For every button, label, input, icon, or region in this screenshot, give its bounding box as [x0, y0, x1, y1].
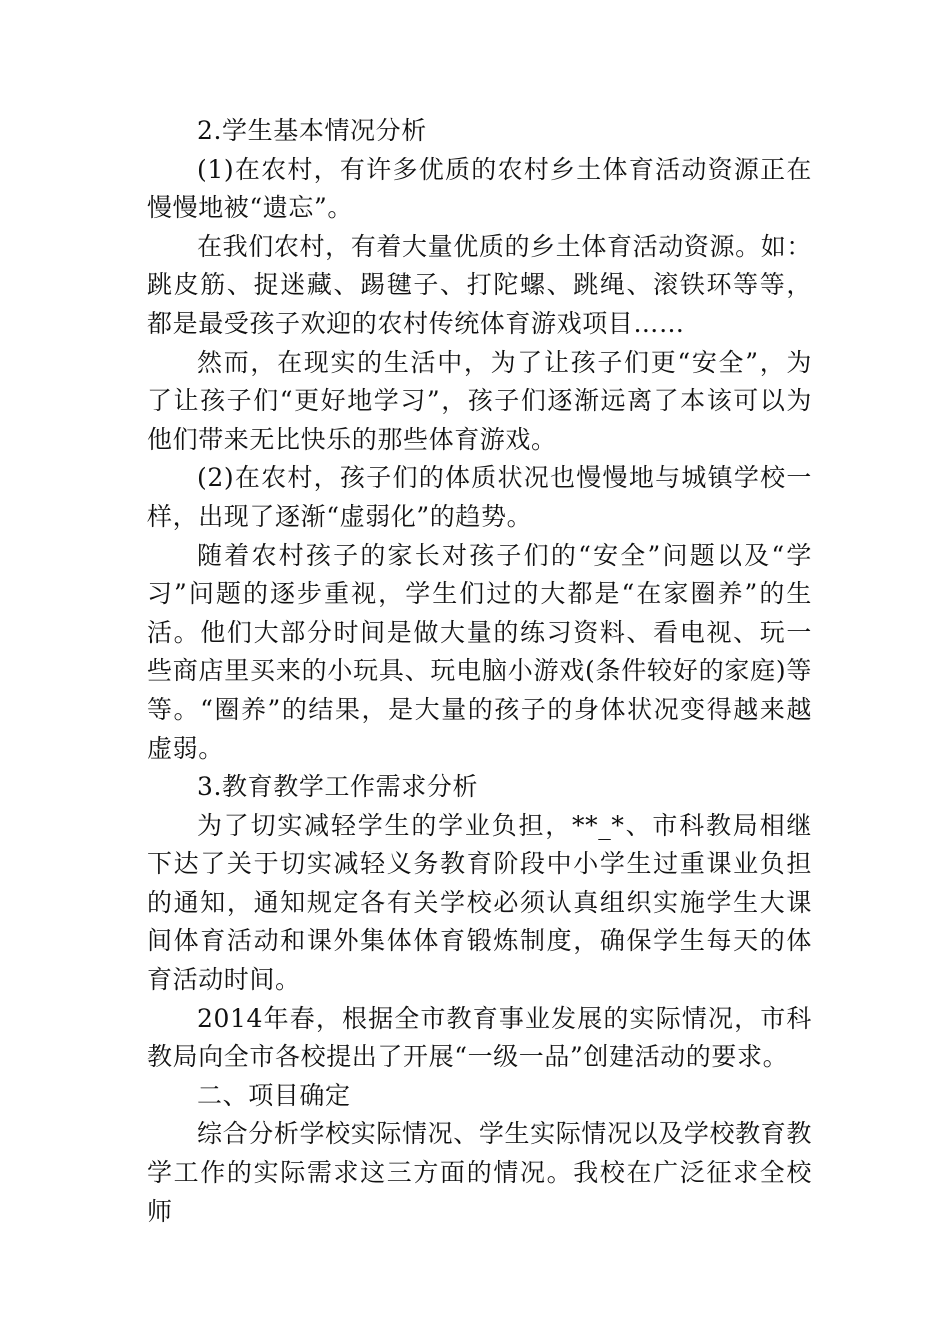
paragraph-reduce-burden: 为了切实减轻学生的学业负担，**_*、市科教局相继下达了关于切实减轻义务教育阶段中小学生过重课业负担的通知，通知规定各有关学校必须认真组织实施学生大课间体育活动和课外集体体育锻炼制度，确保学生每天的体育活动时间。: [147, 810, 812, 995]
paragraph-home-raising: 随着农村孩子的家长对孩子们的“安全”问题以及“学习”问题的逐步重视，学生们过的大都是“在家圈养”的生活。他们大部分时间是做大量的练习资料、看电视、玩一些商店里买来的小玩具、玩电脑小游戏(条件较好的家庭)等等。“圈养”的结果，是大量的孩子的身体状况变得越来越虚弱。: [147, 540, 812, 763]
section-heading-project-determination: 二、项目确定: [197, 1080, 351, 1110]
document-page: [147, 112, 812, 1231]
paragraph-physique-weakening: (2)在农村，孩子们的体质状况也慢慢地与城镇学校一样，出现了逐渐“虚弱化”的趋势。: [147, 463, 812, 531]
paragraph-comprehensive-analysis: 综合分析学校实际情况、学生实际情况以及学校教育教学工作的实际需求这三方面的情况。我校在广泛征求全校师: [147, 1119, 812, 1226]
section-heading-teaching-needs: 3.教育教学工作需求分析: [197, 772, 479, 802]
paragraph-2014-spring: 2014年春，根据全市教育事业发展的实际情况，市科教局向全市各校提出了开展“一级一品”创建活动的要求。: [147, 1003, 812, 1072]
section-heading-student-analysis: 2.学生基本情况分析: [197, 116, 427, 145]
paragraph-rural-games-list: 在我们农村，有着大量优质的乡土体育活动资源。如：跳皮筋、捉迷藏、踢毽子、打陀螺、跳绳、滚铁环等等，都是最受孩子欢迎的农村传统体育游戏项目……: [147, 231, 812, 338]
paragraph-children-distanced: 然而，在现实的生活中，为了让孩子们更“安全”，为了让孩子们“更好地学习”，孩子们逐渐远离了本该可以为他们带来无比快乐的那些体育游戏。: [147, 347, 812, 454]
paragraph-rural-resources-forgotten: (1)在农村，有许多优质的农村乡土体育活动资源正在慢慢地被“遗忘”。: [147, 154, 812, 223]
